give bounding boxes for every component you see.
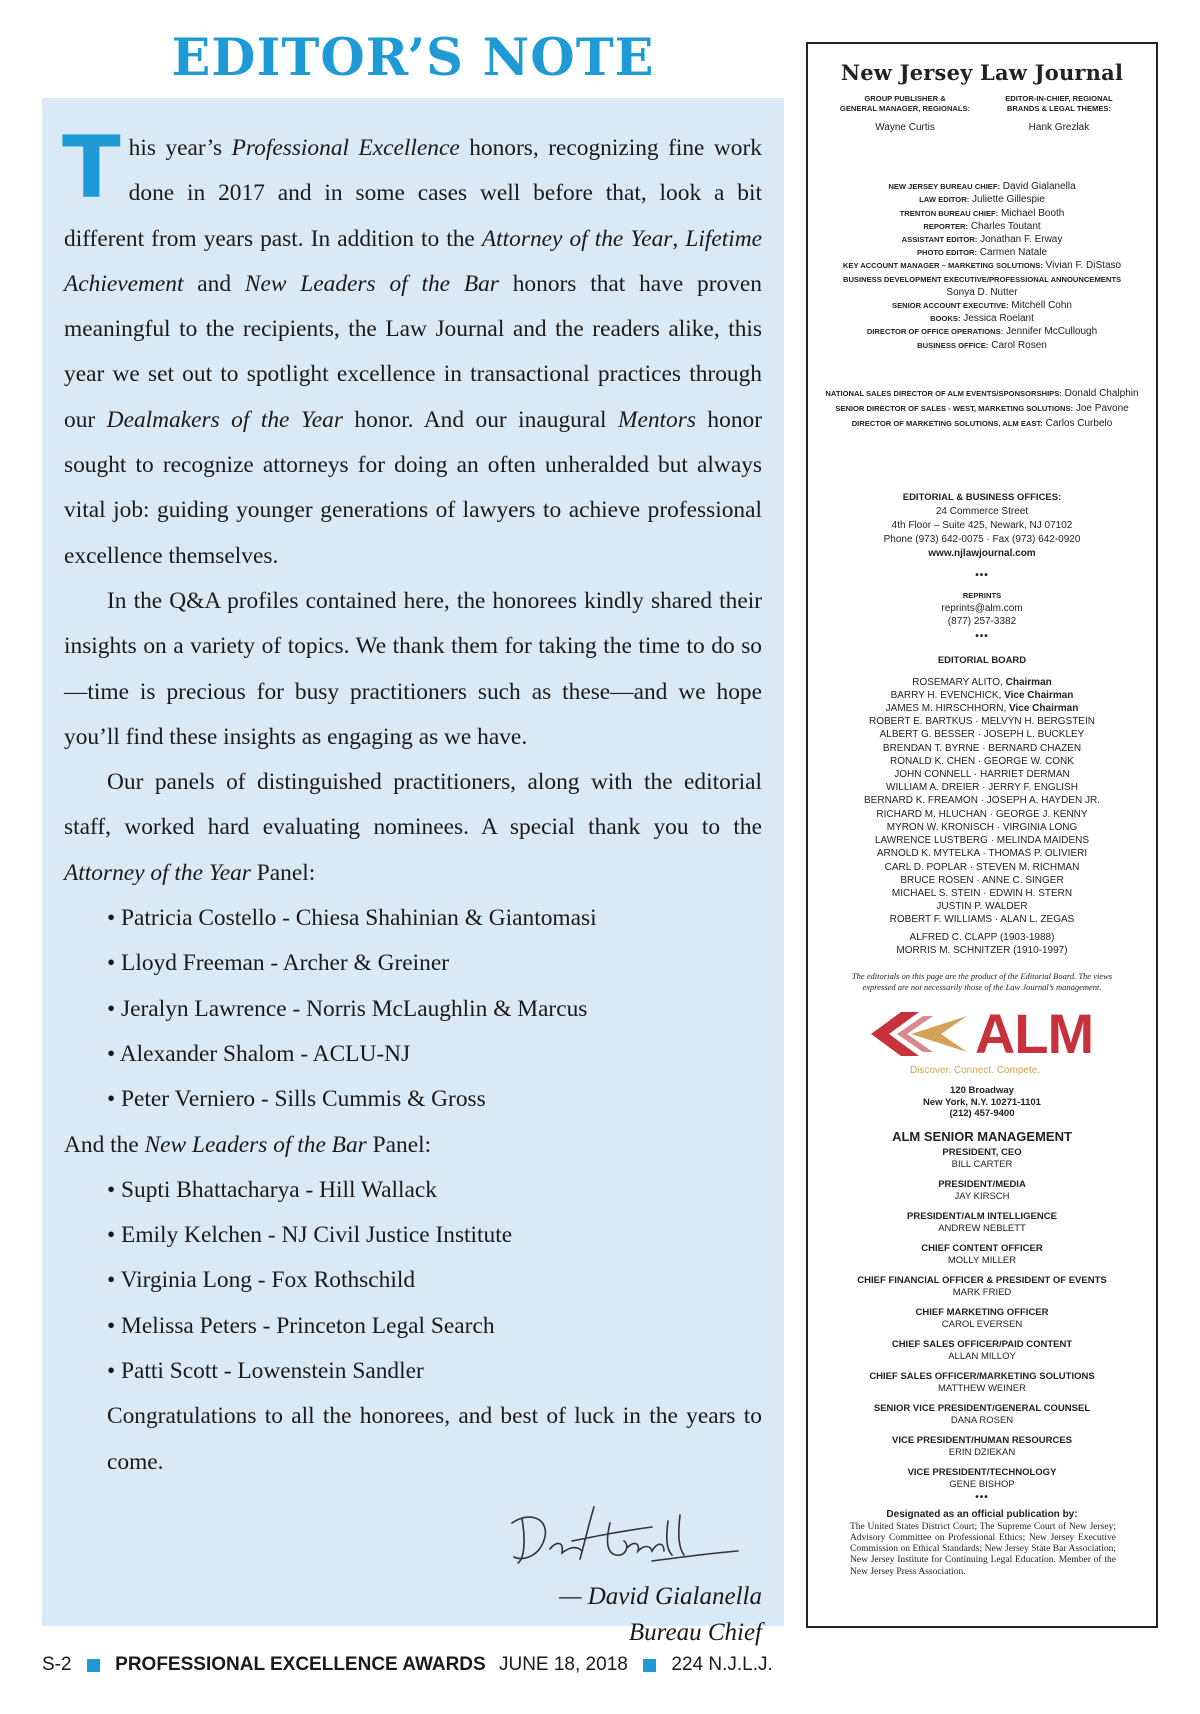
staff-name: Donald Chalphin [1061,387,1139,399]
italic-run: Attorney of the Year [481,225,673,252]
address-line: 24 Commerce Street [935,505,1029,517]
page-number: S-2 [42,1654,72,1675]
staff-name: Joe Pavone [1073,402,1129,414]
staff-name: Sonya D. Nutter [946,286,1018,298]
board-members-row: BERNARD K. FREAMON · JOSEPH A. HAYDEN JR. [864,795,1100,807]
staff-name: Jonathan F. Erway [977,234,1063,246]
staff-role: BOOKS: [930,314,961,324]
staff-row [820,207,1144,220]
management-name: GENE BISHOP [949,1478,1015,1490]
alm-logo [820,1001,1144,1065]
website-link[interactable]: www.njlawjournal.com [928,547,1036,559]
staff-row [820,286,1144,299]
board-members-row: BRUCE ROSEN · ANNE C. SINGER [900,874,1064,886]
officer-name: JAMES M. HIRSCHHORN, [885,703,1010,715]
text-run: honors that have proven meaningful to the recipients, the Law Journal and the readers alike, this year we set out to spotlight excellence in transactional practices through our [64,270,763,433]
italic-run: Lifetime Achievement [64,225,762,297]
executive-role: GENERAL MANAGER, REGIONALS: [839,104,971,113]
alm-tagline: Discover. Connect. Compete. [910,1064,1041,1076]
editors-note-text [62,118,763,1485]
italic-run: New Leaders of the Bar [244,270,499,297]
attorney-of-year-panel-list [64,896,762,1122]
editorial-disclaimer: The editorials on this page are the product of the Editorial Board. The views expressed are not necessarily those of the Law Journal’s management. [851,970,1113,993]
staff-role: DIRECTOR OF OFFICE OPERATIONS: [866,327,1004,337]
staff-name: Jennifer McCullough [1003,326,1098,338]
list-item: • Patricia Costello - Chiesa Shahinian & Giantomasi [107,905,597,932]
management-name: MARK FRIED [952,1286,1012,1298]
list-item: • Lloyd Freeman - Archer & Greiner [107,950,450,977]
staff-name: Michael Booth [998,207,1065,219]
management-name: BILL CARTER [951,1158,1013,1170]
staff-name: Carlos Curbelo [1042,417,1113,429]
board-members-row: CARL D. POPLAR · STEVEN M. RICHMAN [884,861,1080,873]
staff-list [820,180,1144,352]
italic-run: Mentors [617,406,696,433]
list-item: • Virginia Long - Fox Rothschild [107,1267,416,1294]
management-role: CHIEF CONTENT OFFICER [921,1242,1043,1254]
board-officer [820,676,1144,689]
editorial-board [820,654,1144,956]
list-item: • Emily Kelchen - NJ Civil Justice Institute [107,1222,513,1249]
reprints-email[interactable]: reprints@alm.com [941,603,1023,615]
staff-row [820,299,1144,312]
address-line: New York, N.Y. 10271-1101 [923,1096,1041,1108]
staff-row [820,339,1144,352]
staff-row [820,273,1144,286]
dropcap: T [62,118,121,218]
new-leaders-panel-list [64,1168,762,1394]
staff-name: Vivian F. DiStaso [1042,260,1122,272]
staff-row [820,312,1144,325]
text-run: Our panels of distinguished practitioners, along with the editorial staff, worked hard evaluating nominees. A special thank you to the [64,769,762,841]
board-members-row: WILLIAM A. DREIER · JERRY F. ENGLISH [886,782,1078,794]
management-role: VICE PRESIDENT/TECHNOLOGY [907,1466,1057,1478]
signature-name-block [559,1579,762,1651]
executive-name: Wayne Curtis [875,122,935,133]
board-officer [820,702,1144,715]
staff-row [820,386,1144,401]
management-role: PRESIDENT/MEDIA [938,1178,1026,1190]
list-item: • Alexander Shalom - ACLU-NJ [107,1040,411,1067]
executive-role: GROUP PUBLISHER & [864,94,946,103]
reprints-block [820,589,1144,629]
management-entry [820,1147,1144,1171]
board-members-row: JOHN CONNELL · HARRIET DERMAN [894,769,1070,781]
staff-name: David Gialanella [1000,181,1076,193]
staff-name: Juliette Gillespie [969,194,1045,206]
board-members-row: MYRON W. KRONISCH · VIRGINIA LONG [886,821,1078,833]
founder-row: MORRIS M. SCHNITZER (1910-1997) [896,944,1068,956]
masthead-executives [820,94,1144,134]
separator-dots: ••• [975,569,989,581]
management-entry [820,1435,1144,1459]
officer-name: ROSEMARY ALITO, [912,676,1006,688]
page-title: EDITOR’S NOTE [171,28,655,88]
list-item: • Melissa Peters - Princeton Legal Search [107,1312,495,1339]
text-run: honor sought to recognize attorneys for doing an often unheralded but always vital job: guiding younger generations of lawyers to achieve professional excellence themselves. [64,406,763,569]
management-role: CHIEF FINANCIAL OFFICER & PRESIDENT OF EVENTS [857,1274,1107,1286]
section-title: PROFESSIONAL EXCELLENCE AWARDS [115,1654,486,1675]
staff-role: ASSISTANT EDITOR: [901,235,978,245]
management-name: MOLLY MILLER [947,1254,1017,1266]
staff-row [820,401,1144,416]
board-members-row: RICHARD M. HLUCHAN · GEORGE J. KENNY [876,808,1088,820]
management-entry [820,1307,1144,1331]
staff-row [820,259,1144,272]
closing-paragraph: Congratulations to all the honorees, and best of luck in the years to come. [107,1403,762,1475]
signature-name: — David Gialanella [559,1582,762,1610]
staff-name: Carmen Natale [977,247,1048,259]
officer-name: BARRY H. EVENCHICK, [890,689,1005,701]
staff-row [820,193,1144,206]
staff-role: LAW EDITOR: [919,195,970,205]
board-members-row: RONALD K. CHEN · GEORGE W. CONK [890,755,1074,767]
management-name: ANDREW NEBLETT [938,1222,1026,1234]
executive-role: EDITOR-IN-CHIEF, REGIONAL [1005,94,1113,103]
journal-reference: 224 N.J.L.J. [671,1654,773,1675]
text-run: Panel: [250,859,316,886]
staff-role: PHOTO EDITOR: [916,248,978,258]
executive-entry [834,94,976,134]
reprints-label: REPRINTS [962,590,1002,600]
separator-dots: ••• [975,1491,989,1503]
square-bullet-icon [87,1659,100,1672]
management-role: CHIEF SALES OFFICER/MARKETING SOLUTIONS [869,1370,1095,1382]
staff-name: Charles Toutant [968,220,1041,232]
staff-role: SENIOR ACCOUNT EXECUTIVE: [892,301,1009,311]
staff-role: REPORTER: [923,221,969,231]
officer-role: Vice Chairman [1009,703,1079,715]
board-members-row: ALBERT G. BESSER · JOSEPH L. BUCKLEY [879,729,1085,741]
executive-name: Hank Grezlak [1028,122,1090,133]
management-role: PRESIDENT/ALM INTELLIGENCE [907,1210,1057,1222]
staff-role: NATIONAL SALES DIRECTOR OF ALM EVENTS/SPONSORSHIPS: [825,388,1062,398]
designated-label: Designated as an official publication by: [886,1508,1078,1520]
management-role: VICE PRESIDENT/HUMAN RESOURCES [892,1434,1072,1446]
paragraph-3 [64,760,762,896]
paragraph-1 [62,118,763,579]
nj-law-journal-logo: New Jersey Law Journal [840,60,1124,85]
management-entry [820,1243,1144,1267]
founder-row: ALFRED C. CLAPP (1903-1988) [909,931,1055,943]
management-name: ALLAN MILLOY [948,1350,1016,1362]
staff-role: DIRECTOR OF MARKETING SOLUTIONS, ALM EAST: [851,418,1043,428]
staff-row [820,325,1144,338]
alm-logo-mark-icon [871,1012,967,1056]
management-role: CHIEF SALES OFFICER/PAID CONTENT [891,1338,1073,1350]
staff-role: TRENTON BUREAU CHIEF: [899,208,999,218]
board-members-row: ROBERT F. WILLIAMS · ALAN L. ZEGAS [889,914,1075,926]
board-members-row: MICHAEL S. STEIN · EDWIN H. STERN [891,887,1073,899]
board-members-row: JUSTIN P. WALDER [936,901,1028,913]
issue-date: JUNE 18, 2018 [498,1654,628,1675]
management-role: SENIOR VICE PRESIDENT/GENERAL COUNSEL [873,1402,1091,1414]
officer-role: Vice Chairman [1004,689,1074,701]
text-run: Panel: [366,1131,432,1158]
alm-address [820,1085,1144,1120]
staff-row [820,220,1144,233]
management-entry [820,1275,1144,1299]
management-entry [820,1371,1144,1395]
italic-run: Dealmakers of the Year [106,406,343,433]
text-run: honor. And our inaugural [342,406,618,433]
list-item: • Peter Verniero - Sills Cummis & Gross [107,1086,486,1113]
italic-run: Attorney of the Year [64,859,251,886]
executive-role: BRANDS & LEGAL THEMES: [1006,104,1111,113]
list-item: • Patti Scott - Lowenstein Sandler [107,1358,424,1385]
staff-row [820,180,1144,193]
staff-row [820,416,1144,431]
staff-name: Carol Rosen [988,339,1047,351]
board-officer [820,689,1144,702]
board-members-row: ARNOLD K. MYTELKA · THOMAS P. OLIVIERI [876,848,1088,860]
paragraph-2: In the Q&A profiles contained here, the honorees kindly shared their insights on a variety of topics. We thank them for taking the time to do so—time is precious for busy practitioners such as these—and we hope you’ll find these insights as engaging as we have. [64,587,762,750]
management-name: DANA ROSEN [950,1414,1014,1426]
management-name: MATTHEW WEINER [938,1382,1026,1394]
list-item: • Jeralyn Lawrence - Norris McLaughlin & Marcus [107,995,588,1022]
management-role: CHIEF MARKETING OFFICER [915,1306,1049,1318]
page-footer [42,1652,773,1678]
text-run: his year’s [128,135,232,161]
staff-row [820,233,1144,246]
management-name: ERIN DZIEKAN [948,1446,1016,1458]
board-members-row: BRENDAN T. BYRNE · BERNARD CHAZEN [882,742,1082,754]
staff-role: KEY ACCOUNT MANAGER – MARKETING SOLUTIONS: [842,261,1043,271]
italic-run: Professional Excellence [231,135,460,161]
designated-text: The United States District Court; The Supreme Court of New Jersey; Advisory Committee on Professional Ethics; New Jersey Executive Commission on Ethical Standards; New Jersey State Bar Association; New Jersey Institute for Continuing Legal Education. Member of the New Jersey Press Association. [850,1521,1116,1577]
offices-block [820,491,1144,561]
management-name: CAROL EVERSEN [941,1318,1023,1330]
text-run: , [672,225,686,252]
text-run: honors, recognizing fine work done in 2017 and in some cases well before that, look a bit different from years past. In addition to the [64,135,762,252]
management-entry [820,1179,1144,1203]
address-line: 120 Broadway [950,1085,1014,1097]
board-members-row: LAWRENCE LUSTBERG · MELINDA MAIDENS [874,835,1090,847]
officer-role: Chairman [1005,676,1052,688]
reprints-phone: (877) 257-3382 [947,616,1017,628]
signature-title: Bureau Chief [628,1618,762,1646]
masthead [806,42,1158,1628]
staff-role: BUSINESS DEVELOPMENT EXECUTIVE/PROFESSIONAL ANNOUNCEMENTS [842,274,1122,284]
management-title: ALM SENIOR MANAGEMENT [892,1128,1072,1144]
management-entry [820,1403,1144,1427]
phone-line: (212) 457-9400 [949,1108,1015,1120]
text-run: And the [64,1131,145,1158]
management-role: PRESIDENT, CEO [942,1146,1022,1158]
alm-senior-management [820,1130,1144,1491]
staff-name: Mitchell Cohn [1008,300,1072,312]
designated-publication [820,1509,1144,1578]
management-entry [820,1467,1144,1491]
text-run: and [183,270,245,297]
paragraph-4 [64,1123,762,1168]
list-item: • Supti Bhattacharya - Hill Wallack [107,1176,438,1203]
phone-fax-line: Phone (973) 642-0075 · Fax (973) 642-0920 [883,533,1081,545]
alm-wordmark: ALM [974,1001,1094,1065]
staff-role: NEW JERSEY BUREAU CHIEF: [888,182,1001,192]
address-line: 4th Floor – Suite 425, Newark, NJ 07102 [891,519,1073,531]
square-bullet-icon [643,1659,656,1672]
board-founders [820,931,1144,957]
staff-role: BUSINESS OFFICE: [917,340,989,350]
staff-role: SENIOR DIRECTOR OF SALES - WEST, MARKETING SOLUTIONS: [835,403,1074,413]
offices-label: EDITORIAL & BUSINESS OFFICES: [902,491,1062,503]
management-entry [820,1211,1144,1235]
editorial-board-title: EDITORIAL BOARD [937,655,1027,667]
board-members-row: ROBERT E. BARTKUS · MELVYN H. BERGSTEIN [869,716,1095,728]
management-name: JAY KIRSCH [954,1190,1010,1202]
separator-dots: ••• [975,631,989,643]
handwritten-signature [502,1501,742,1571]
staff-name: Jessica Roelant [960,313,1034,325]
management-entry [820,1339,1144,1363]
sales-list [820,386,1144,431]
italic-run: New Leaders of the Bar [144,1131,367,1158]
editors-note-box [42,98,784,1646]
executive-entry [988,94,1130,134]
staff-row [820,246,1144,259]
